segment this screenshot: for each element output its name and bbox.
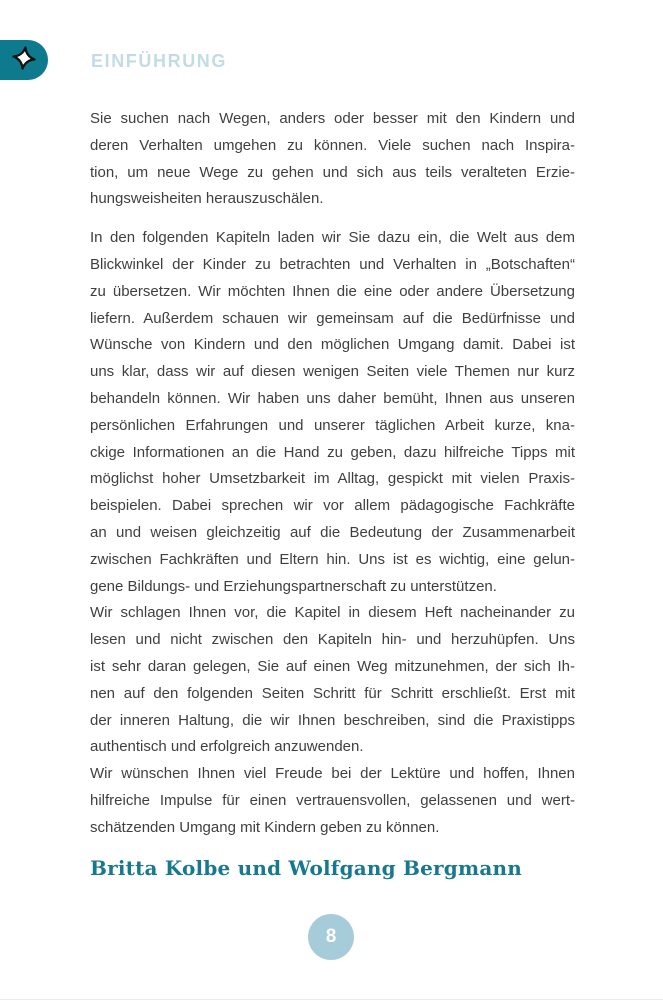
text-line: hungsweisheiten herauszuschälen.: [90, 190, 324, 208]
text-line: liefern. Außerdem schauen wir gemeinsam auf die Bedürfnisse und: [90, 309, 575, 327]
text-line: deren Verhalten umgehen zu können. Viele suchen nach Inspira-: [90, 136, 575, 154]
text-line: ckige Informationen an die Hand zu geben, dazu hilfreiche Tipps mit: [90, 443, 575, 461]
text-line: beispielen. Dabei sprechen wir vor allem pädagogische Fachkräfte: [90, 497, 575, 515]
text-line: Wir wünschen Ihnen viel Freude bei der Lektüre und hoffen, Ihnen: [90, 765, 575, 783]
text-line: schätzenden Umgang mit Kindern geben zu können.: [90, 818, 440, 836]
text-line: hilfreiche Impulse für einen vertrauensvollen, gelassenen und wert-: [90, 791, 575, 809]
text-line: authentisch und erfolgreich anzuwenden.: [90, 738, 364, 756]
text-line: Wir schlagen Ihnen vor, die Kapitel in diesem Heft nacheinander zu: [90, 604, 575, 622]
text-line: In den folgenden Kapiteln laden wir Sie dazu ein, die Welt aus dem: [90, 229, 575, 247]
text-line: lesen und nicht zwischen den Kapiteln hin- und herzuhüpfen. Uns: [90, 631, 575, 649]
sparkle-diamond-icon: [11, 45, 37, 76]
text-line: zwischen Fachkräften und Eltern hin. Uns ist es wichtig, eine gelun-: [90, 550, 575, 568]
text-line: zu übersetzen. Wir möchten Ihnen die eine oder andere Übersetzung: [90, 282, 575, 300]
authors-signature: Britta Kolbe und Wolfgang Bergmann: [90, 855, 522, 880]
body-text: [90, 106, 575, 880]
page-title: EINFÜHRUNG: [91, 51, 227, 71]
text-line: persönlichen Erfahrungen und unserer täglichen Arbeit kurze, kna-: [90, 416, 575, 434]
text-line: an und weisen gleichzeitig auf die Bedeutung der Zusammenarbeit: [90, 523, 575, 541]
text-line: Wünsche von Kindern und den möglichen Umgang damit. Dabei ist: [90, 336, 575, 354]
text-line: tion, um neue Wege zu gehen und sich aus teils veralteten Erzie-: [90, 163, 575, 181]
page-number-badge: [308, 914, 354, 960]
text-line: uns klar, dass wir auf diesen wenigen Seiten viele Themen nur kurz: [90, 363, 575, 381]
text-line: möglichst hoher Umsetzbarkeit im Alltag, gespickt mit vielen Praxis-: [90, 470, 575, 488]
text-line: der inneren Haltung, die wir Ihnen beschreiben, sind die Praxistipps: [90, 711, 575, 729]
paragraph: [90, 225, 575, 600]
paragraph: [90, 761, 575, 841]
text-line: ist sehr daran gelegen, Sie auf einen Weg mitzunehmen, der sich Ih-: [90, 657, 575, 675]
text-line: behandeln können. Wir haben uns daher bemüht, Ihnen aus unseren: [90, 389, 575, 407]
text-line: Blickwinkel der Kinder zu betrachten und Verhalten in „Botschaften“: [90, 255, 575, 273]
chapter-tab: [0, 40, 48, 80]
page-number: 8: [325, 926, 337, 947]
text-line: Sie suchen nach Wegen, anders oder besser mit den Kindern und: [90, 110, 575, 127]
paragraph: [90, 106, 575, 213]
text-line: gene Bildungs- und Erziehungspartnerschaft zu unterstützen.: [90, 577, 497, 595]
text-line: nen auf den folgenden Seiten Schritt für Schritt erschließt. Erst mit: [90, 684, 575, 702]
paragraph: [90, 600, 575, 761]
